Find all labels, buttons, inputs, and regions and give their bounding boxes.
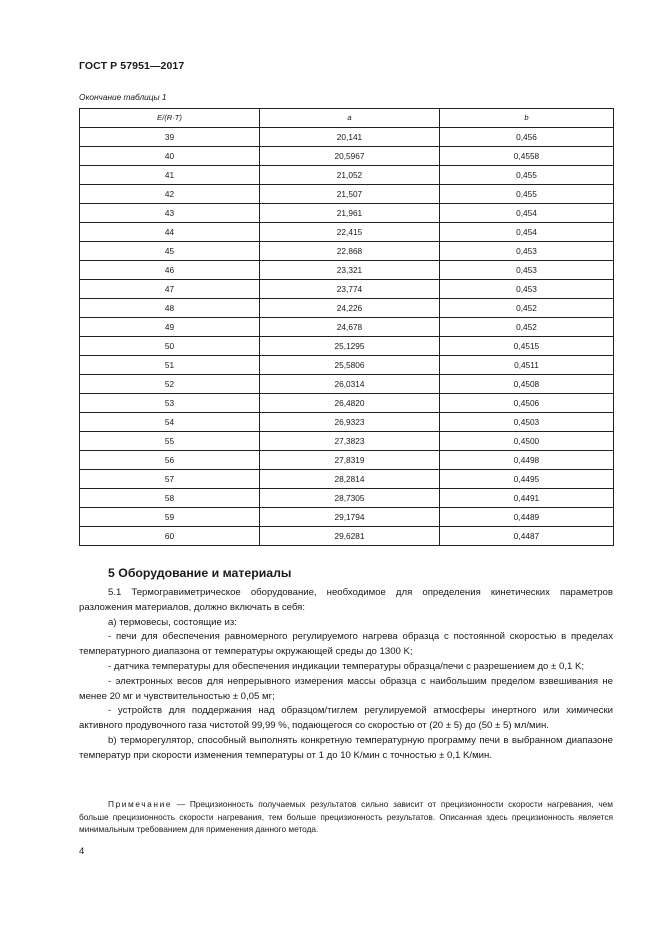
table-row — [80, 413, 614, 432]
table-cell: 45 — [80, 242, 260, 261]
column-header-e-rt: E/(R·T) — [80, 109, 260, 128]
table-row — [80, 299, 614, 318]
table-row — [80, 527, 614, 546]
table-cell: 0,4503 — [440, 413, 614, 432]
table-cell: 0,452 — [440, 299, 614, 318]
table-row — [80, 185, 614, 204]
table-row — [80, 394, 614, 413]
table-cell: 0,4508 — [440, 375, 614, 394]
table-cell: 42 — [80, 185, 260, 204]
table-cell: 49 — [80, 318, 260, 337]
table-row — [80, 451, 614, 470]
table-cell: 0,453 — [440, 280, 614, 299]
table-cell: 41 — [80, 166, 260, 185]
table-cell: 21,052 — [260, 166, 440, 185]
table-cell: 0,454 — [440, 223, 614, 242]
table-cell: 53 — [80, 394, 260, 413]
table-row — [80, 242, 614, 261]
table-cell: 47 — [80, 280, 260, 299]
table-cell: 0,453 — [440, 242, 614, 261]
table-cell: 28,2814 — [260, 470, 440, 489]
table-row — [80, 375, 614, 394]
table-cell: 26,4820 — [260, 394, 440, 413]
table-cell: 28,7305 — [260, 489, 440, 508]
table-cell: 29,6281 — [260, 527, 440, 546]
table-cell: 27,8319 — [260, 451, 440, 470]
table-cell: 50 — [80, 337, 260, 356]
paragraph: - датчика температуры для обеспечения индикации температуры образца/печи с разрешением до ± 0,1 K; — [108, 660, 585, 672]
table-cell: 52 — [80, 375, 260, 394]
table-cell: 59 — [80, 508, 260, 527]
table-row — [80, 128, 614, 147]
table-row — [80, 223, 614, 242]
table-cell: 0,452 — [440, 318, 614, 337]
table-header-row — [80, 109, 614, 128]
table-cell: 21,507 — [260, 185, 440, 204]
table-cell: 20,5967 — [260, 147, 440, 166]
table-cell: 21,961 — [260, 204, 440, 223]
table-cell: 0,4506 — [440, 394, 614, 413]
table-cell: 27,3823 — [260, 432, 440, 451]
paragraph: - электронных весов для непрерывного измерения массы образца с наибольшим пределом взвешивания не менее 20 мг и чувствительностью ± 0,05 мг; — [79, 675, 613, 702]
table-cell: 0,4498 — [440, 451, 614, 470]
table-cell: 54 — [80, 413, 260, 432]
table-row — [80, 166, 614, 185]
table-cell: 56 — [80, 451, 260, 470]
table-cell: 39 — [80, 128, 260, 147]
table-cell: 20,141 — [260, 128, 440, 147]
table-cell: 0,4489 — [440, 508, 614, 527]
table-row — [80, 337, 614, 356]
table-row — [80, 280, 614, 299]
data-table — [79, 108, 614, 546]
table-row — [80, 356, 614, 375]
table-cell: 51 — [80, 356, 260, 375]
table-row — [80, 470, 614, 489]
table-cell: 40 — [80, 147, 260, 166]
table-row — [80, 318, 614, 337]
note-label: Примечание — [108, 799, 173, 809]
table-cell: 22,868 — [260, 242, 440, 261]
table-cell: 46 — [80, 261, 260, 280]
table-cell: 0,4500 — [440, 432, 614, 451]
paragraph: - устройств для поддержания над образцом/тиглем регулируемой атмосферы инертного или химически активного продувочного газа чистотой 99,99 %, подающегося со скоростью от (20 ± 5) до (50 ± 5) мл/мин. — [79, 705, 613, 732]
table-row — [80, 489, 614, 508]
table-cell: 25,1295 — [260, 337, 440, 356]
table-cell: 0,456 — [440, 128, 614, 147]
column-header-a: a — [260, 109, 440, 128]
table-cell: 55 — [80, 432, 260, 451]
paragraph: а) термовесы, состоящие из: — [108, 616, 237, 628]
table-cell: 0,4491 — [440, 489, 614, 508]
paragraph: - печи для обеспечения равномерного регулируемого нагрева образца с постоянной скоростью в пределах температурного диапазона от температуры окружающей среды до 1300 K; — [79, 631, 613, 658]
note — [79, 798, 613, 836]
table-cell: 25,5806 — [260, 356, 440, 375]
table-cell: 58 — [80, 489, 260, 508]
table-cell: 24,678 — [260, 318, 440, 337]
table-cell: 0,453 — [440, 261, 614, 280]
table-cell: 0,4487 — [440, 527, 614, 546]
table-row — [80, 204, 614, 223]
table-cell: 26,9323 — [260, 413, 440, 432]
paragraph: 5.1 Термогравиметрическое оборудование, необходимое для определения кинетических параметров разложения материалов, должно включать в себя: — [79, 587, 613, 613]
table-cell: 0,4558 — [440, 147, 614, 166]
table-cell: 0,455 — [440, 185, 614, 204]
table-cell: 26,0314 — [260, 375, 440, 394]
table-row — [80, 147, 614, 166]
table-cell: 44 — [80, 223, 260, 242]
table-cell: 29,1794 — [260, 508, 440, 527]
table-cell: 0,455 — [440, 166, 614, 185]
table-cell: 0,4511 — [440, 356, 614, 375]
table-cell: 43 — [80, 204, 260, 223]
table-row — [80, 261, 614, 280]
table-cell: 0,4515 — [440, 337, 614, 356]
section-title: 5 Оборудование и материалы — [108, 566, 292, 580]
table-cell: 0,454 — [440, 204, 614, 223]
document-header: ГОСТ Р 57951—2017 — [79, 60, 185, 72]
table-cell: 23,321 — [260, 261, 440, 280]
table-row — [80, 432, 614, 451]
table-cell: 23,774 — [260, 280, 440, 299]
table-cell: 22,415 — [260, 223, 440, 242]
page-number: 4 — [79, 846, 85, 857]
table-cell: 24,226 — [260, 299, 440, 318]
table-caption: Окончание таблицы 1 — [79, 92, 167, 102]
table-cell: 60 — [80, 527, 260, 546]
section-body — [79, 586, 613, 764]
column-header-b: b — [440, 109, 614, 128]
table-row — [80, 508, 614, 527]
note-text: — Прецизионность получаемых результатов сильно зависит от прецизионности скорости нагревания, чем больше прецизионность скорости нагревания, тем больше прецизионность результатов. Описанная здесь прецизионность является минимальным требованием для применения данного метода. — [79, 799, 613, 834]
table-cell: 0,4495 — [440, 470, 614, 489]
table-cell: 48 — [80, 299, 260, 318]
table-cell: 57 — [80, 470, 260, 489]
paragraph: b) терморегулятор, способный выполнять конкретную температурную программу печи в выбранном диапазоне температур при скорости изменения температуры от 1 до 10 K/мин с точностью ± 0,1 K/мин. — [79, 734, 613, 761]
